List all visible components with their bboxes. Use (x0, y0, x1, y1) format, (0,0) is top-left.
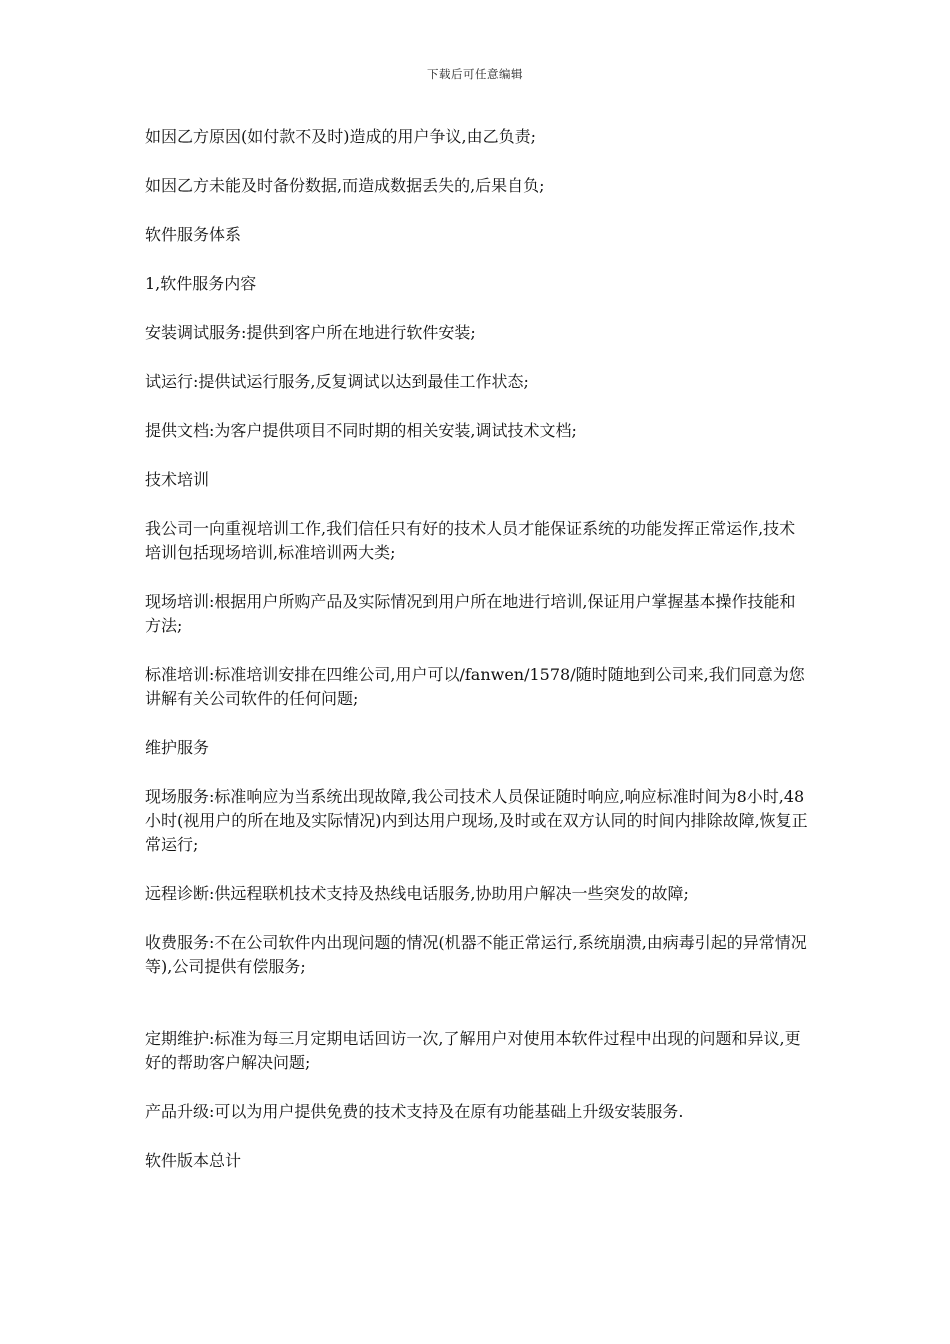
paragraph: 标准培训:标准培训安排在四维公司,用户可以/fanwen/1578/随时随地到公司来,我们同意为您讲解有关公司软件的任何问题; (145, 665, 805, 708)
page-header: 下载后可任意编辑 (427, 67, 523, 81)
section-heading: 技术培训 (145, 470, 210, 489)
section-heading: 维护服务 (145, 738, 210, 757)
section-heading: 软件版本总计 (145, 1151, 242, 1170)
document-body (145, 125, 810, 1198)
paragraph: 现场培训:根据用户所购产品及实际情况到用户所在地进行培训,保证用户掌握基本操作技能和方法; (145, 592, 796, 635)
section-heading: 软件服务体系 (145, 225, 242, 244)
paragraph: 提供文档:为客户提供项目不同时期的相关安装,调试技术文档; (145, 421, 577, 440)
paragraph: 我公司一向重视培训工作,我们信任只有好的技术人员才能保证系统的功能发挥正常运作,技术培训包括现场培训,标准培训两大类; (145, 519, 796, 562)
paragraph: 收费服务:不在公司软件内出现问题的情况(机器不能正常运行,系统崩溃,由病毒引起的异常情况等),公司提供有偿服务; (145, 933, 807, 976)
paragraph: 如因乙方未能及时备份数据,而造成数据丢失的,后果自负; (145, 176, 545, 195)
paragraph: 现场服务:标准响应为当系统出现故障,我公司技术人员保证随时响应,响应标准时间为8小时,48小时(视用户的所在地及实际情况)内到达用户现场,及时或在双方认同的时间内排除故障,恢复正常运行; (145, 787, 808, 854)
paragraph: 产品升级:可以为用户提供免费的技术支持及在原有功能基础上升级安装服务. (145, 1102, 684, 1121)
paragraph: 定期维护:标准为每三月定期电话回访一次,了解用户对使用本软件过程中出现的问题和异议,更好的帮助客户解决问题; (145, 1029, 801, 1072)
paragraph: 安装调试服务:提供到客户所在地进行软件安装; (145, 323, 476, 342)
paragraph: 远程诊断:供远程联机技术支持及热线电话服务,协助用户解决一些突发的故障; (145, 884, 689, 903)
subsection-heading: 1,软件服务内容 (145, 274, 257, 293)
paragraph: 如因乙方原因(如付款不及时)造成的用户争议,由乙负责; (145, 127, 536, 146)
paragraph: 试运行:提供试运行服务,反复调试以达到最佳工作状态; (145, 372, 529, 391)
